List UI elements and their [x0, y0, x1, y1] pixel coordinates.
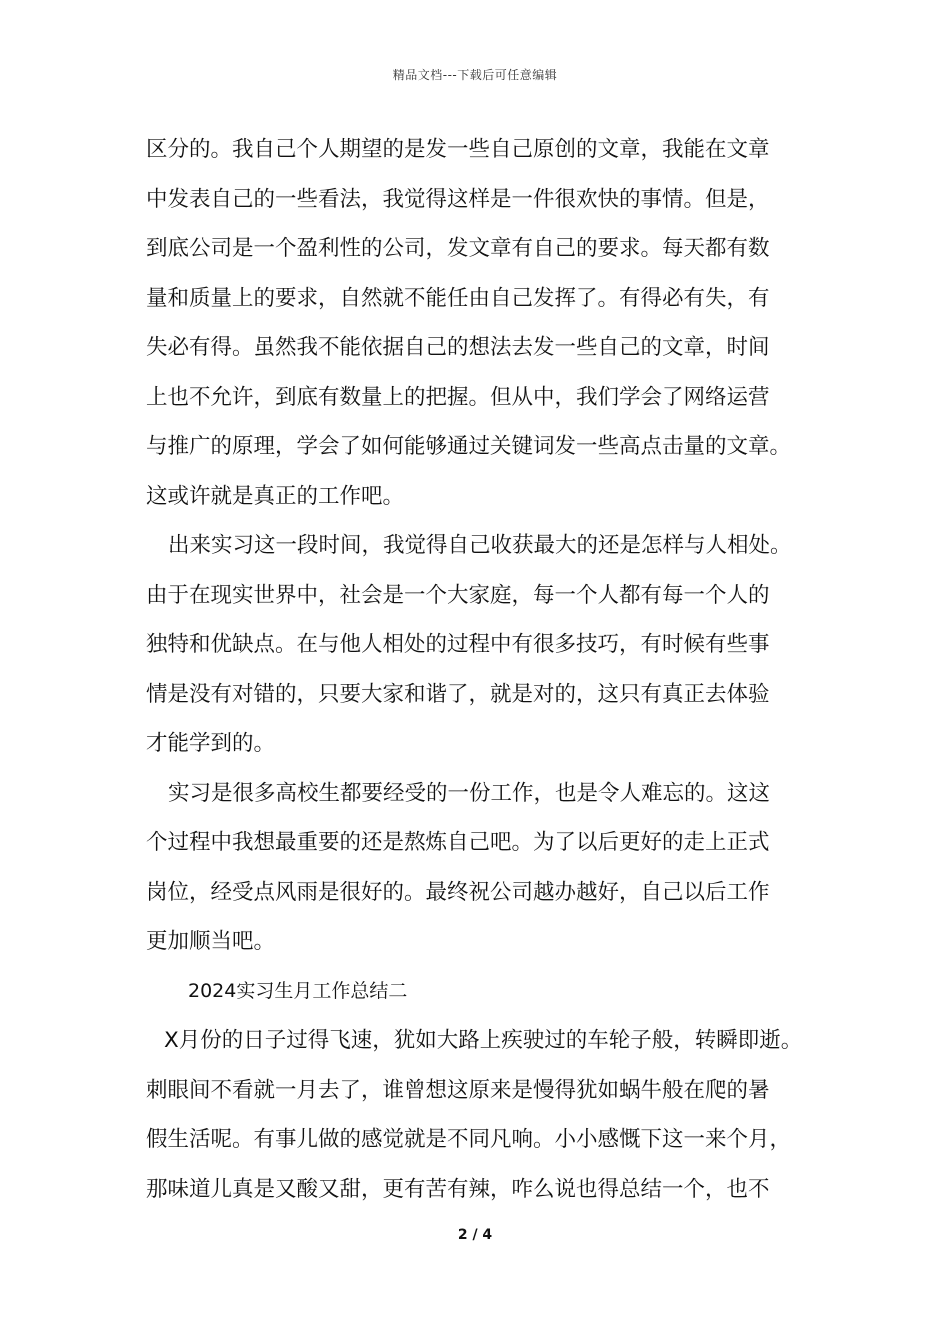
- body-line: 才能学到的。: [146, 731, 276, 756]
- document-header: 精品文档---下载后可任意编辑: [392, 68, 558, 82]
- body-line: 到底公司是一个盈利性的公司，发文章有自己的要求。每天都有数: [146, 236, 770, 261]
- body-line: 量和质量上的要求，自然就不能任由自己发挥了。有得必有失，有: [146, 285, 770, 311]
- body-line: 那味道儿真是又酸又甜，更有苦有辣，咋么说也得总结一个，也不: [146, 1176, 770, 1202]
- body-line: 失必有得。虽然我不能依据自己的想法去发一些自己的文章，时间: [146, 335, 770, 360]
- body-line: 个过程中我想最重要的还是熬炼自己吧。为了以后更好的走上正式: [146, 830, 770, 855]
- body-line: 由于在现实世界中，社会是一个大家庭，每一个人都有每一个人的: [146, 582, 770, 608]
- paragraph-start-line: 出来实习这一段时间，我觉得自己收获最大的还是怎样与人相处。: [168, 533, 792, 558]
- body-line: 区分的。我自己个人期望的是发一些自己原创的文章，我能在文章: [146, 137, 770, 162]
- section-heading: 2024实习生月工作总结二: [188, 979, 408, 1002]
- body-line: 更加顺当吧。: [146, 929, 276, 954]
- body-line: 情是没有对错的，只要大家和谐了，就是对的，这只有真正去体验: [146, 681, 770, 707]
- document-body: [146, 125, 826, 1214]
- body-line: 上也不允许，到底有数量上的把握。但从中，我们学会了网络运营: [146, 384, 770, 410]
- page-number: 2 / 4: [457, 1227, 493, 1243]
- body-line: 假生活呢。有事儿做的感觉就是不同凡响。小小感慨下这一来个月，: [146, 1127, 792, 1152]
- paragraph-start-line: X月份的日子过得飞速，犹如大路上疾驶过的车轮子般，转瞬即逝。: [164, 1028, 803, 1053]
- body-line: 与推广的原理，学会了如何能够通过关键词发一些高点击量的文章。: [146, 434, 792, 459]
- body-line: 这或许就是真正的工作吧。: [146, 483, 405, 509]
- body-line: 岗位，经受点风雨是很好的。最终祝公司越办越好，自己以后工作: [146, 879, 770, 905]
- body-line: 独特和优缺点。在与他人相处的过程中有很多技巧，有时候有些事: [146, 632, 770, 657]
- body-line: 中发表自己的一些看法，我觉得这样是一件很欢快的事情。但是，: [146, 186, 770, 212]
- body-line: 刺眼间不看就一月去了，谁曾想这原来是慢得犹如蜗牛般在爬的暑: [146, 1077, 770, 1103]
- paragraph-start-line: 实习是很多高校生都要经受的一份工作，也是令人难忘的。这这: [168, 780, 771, 806]
